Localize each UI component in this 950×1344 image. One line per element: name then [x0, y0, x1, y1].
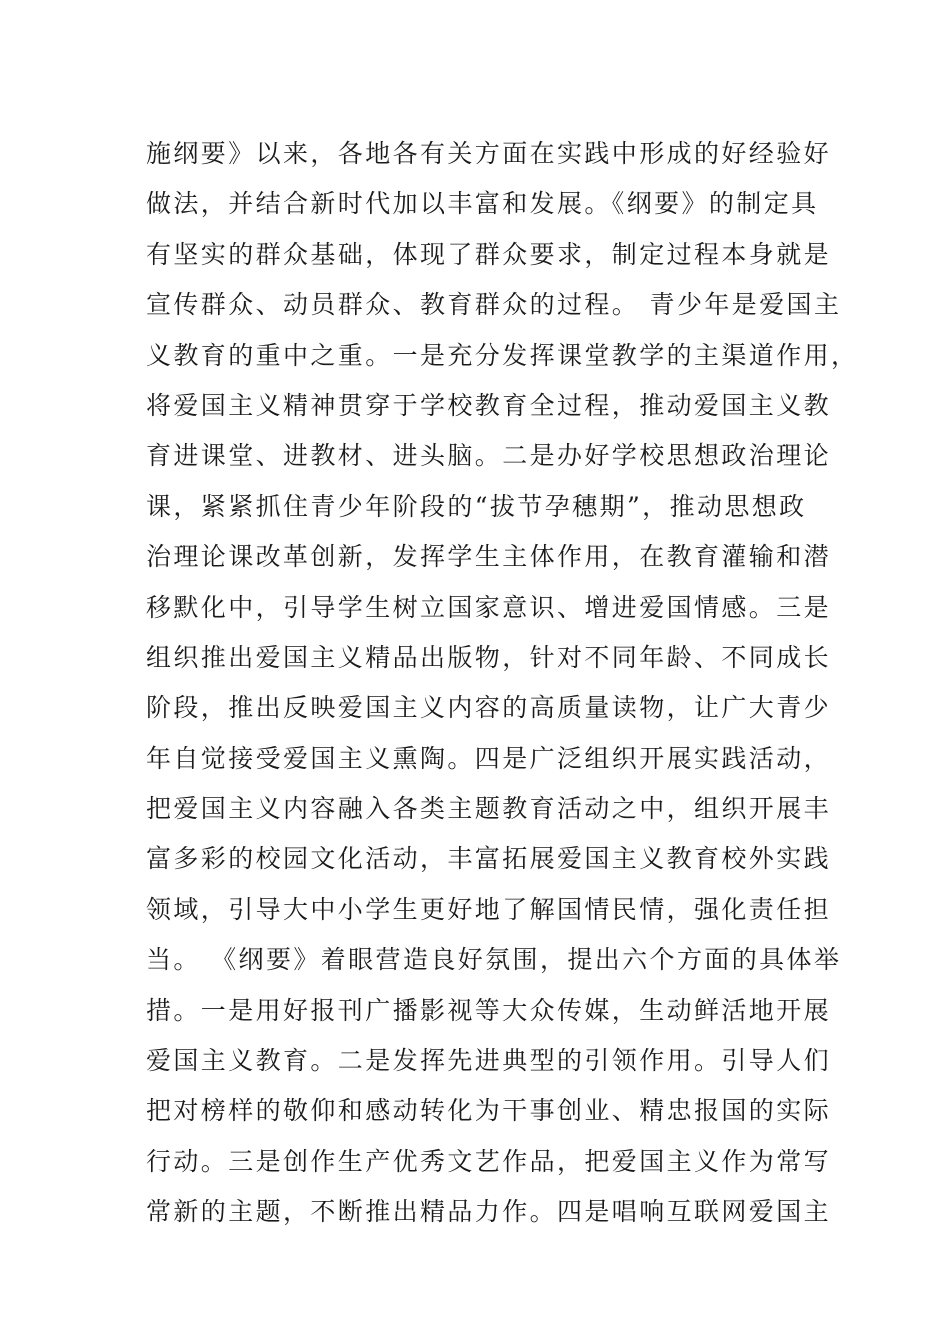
text-line: 移默化中，引导学生树立国家意识、增进爱国情感。三是: [146, 592, 832, 622]
text-line: 施纲要》以来，各地各有关方面在实践中形成的好经验好: [146, 139, 832, 168]
text-line: 把对榜样的敬仰和感动转化为干事创业、精忠报国的实际: [146, 1096, 832, 1126]
text-line: 治理论课改革创新，发挥学生主体作用，在教育灌输和潜: [146, 542, 832, 572]
text-line: 阶段，推出反映爱国主义内容的高质量读物，让广大青少: [146, 693, 832, 723]
text-line: 把爱国主义内容融入各类主题教育活动之中，组织开展丰: [146, 794, 832, 824]
text-line: 宣传群众、动员群众、教育群众的过程。 青少年是爱国主: [146, 290, 842, 320]
text-line: 当。 《纲要》着眼营造良好氛围，提出六个方面的具体举: [146, 945, 842, 975]
text-line: 做法，并结合新时代加以丰富和发展。《纲要》的制定具: [146, 189, 819, 219]
text-line: 课，紧紧抓住青少年阶段的“拔节孕穗期”，推动思想政: [146, 491, 807, 521]
text-line: 措。一是用好报刊广播影视等大众传媒，生动鲜活地开展: [146, 995, 832, 1025]
text-line: 领域，引导大中小学生更好地了解国情民情，强化责任担: [146, 894, 832, 924]
text-line: 育进课堂、进教材、进头脑。二是办好学校思想政治理论: [146, 441, 832, 471]
text-line: 行动。三是创作生产优秀文艺作品，把爱国主义作为常写: [146, 1146, 832, 1176]
body-text: [146, 133, 859, 1242]
text-line: 将爱国主义精神贯穿于学校教育全过程，推动爱国主义教: [146, 390, 832, 420]
text-line: 组织推出爱国主义精品出版物，针对不同年龄、不同成长: [146, 642, 832, 672]
text-line: 义教育的重中之重。一是充分发挥课堂教学的主渠道作用，: [146, 340, 859, 370]
text-line: 常新的主题，不断推出精品力作。四是唱响互联网爱国主: [146, 1197, 832, 1227]
text-line: 年自觉接受爱国主义熏陶。四是广泛组织开展实践活动，: [146, 743, 832, 773]
text-line: 富多彩的校园文化活动，丰富拓展爱国主义教育校外实践: [146, 844, 832, 874]
text-line: 爱国主义教育。二是发挥先进典型的引领作用。引导人们: [146, 1046, 832, 1076]
text-line: 有坚实的群众基础，体现了群众要求，制定过程本身就是: [146, 239, 832, 269]
